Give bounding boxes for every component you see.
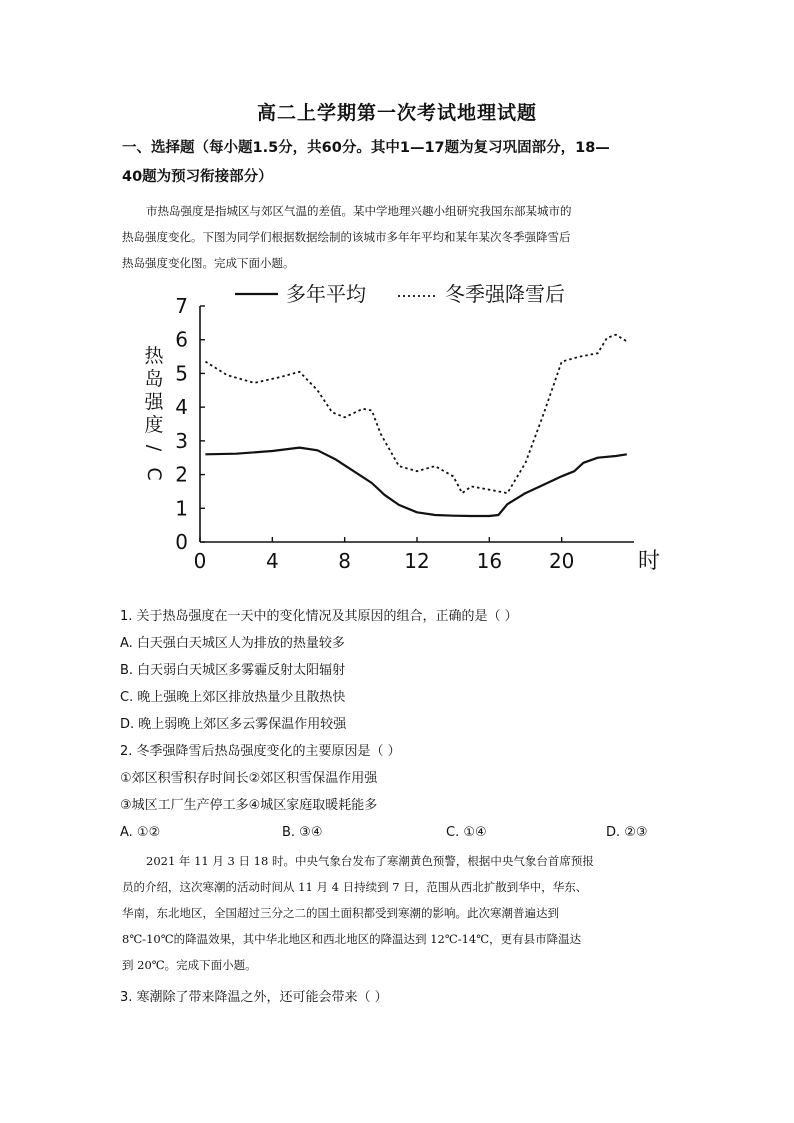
passage-2 bbox=[122, 848, 678, 978]
y-axis-label-char: 热 bbox=[144, 345, 164, 367]
passage-1 bbox=[122, 198, 678, 276]
chart-axes bbox=[143, 294, 660, 574]
y-axis-label bbox=[143, 345, 165, 481]
y-tick-label: 3 bbox=[175, 428, 188, 453]
chart-legend bbox=[235, 282, 565, 306]
x-tick-label: 20 bbox=[548, 549, 575, 573]
y-tick-label: 7 bbox=[175, 294, 188, 318]
section-heading-line1: 一、选择题（每小题1.5分，共60分。其中1—17题为复习巩固部分，18— bbox=[122, 140, 610, 156]
x-tick-label: 12 bbox=[404, 549, 430, 573]
y-tick-label: 4 bbox=[175, 395, 188, 420]
question-2-statements-2: ③城区工厂生产停工多④城区家庭取暖耗能多 bbox=[120, 798, 378, 813]
question-2-option-d[interactable]: D. ②③ bbox=[606, 825, 648, 840]
series-line-average bbox=[205, 448, 626, 516]
legend-label-snow: 冬季强降雪后 bbox=[445, 282, 565, 306]
chart-series bbox=[205, 335, 626, 516]
y-tick-label: 5 bbox=[175, 361, 188, 386]
y-tick-label: 1 bbox=[175, 496, 188, 521]
passage-2-line4: 8℃-10℃的降温效果，其中华北地区和西北地区的降温达到 12℃-14℃，更有县市降温达 bbox=[122, 932, 582, 946]
y-axis-label-char: 度 bbox=[144, 414, 164, 436]
question-1-option-d[interactable]: D. 晚上弱晚上郊区多云雾保温作用较强 bbox=[120, 717, 347, 732]
x-axis-label: 时 bbox=[638, 549, 661, 574]
y-axis-label-char: 岛 bbox=[144, 368, 164, 390]
page-title: 高二上学期第一次考试地理试题 bbox=[256, 102, 537, 124]
passage-2-line5: 到 20℃。完成下面小题。 bbox=[122, 958, 257, 972]
x-tick-label: 4 bbox=[265, 549, 279, 573]
passage-2-line1: 2021 年 11 月 3 日 18 时。中央气象台发布了寒潮黄色预警，根据中央气象台首席预报 bbox=[146, 854, 594, 868]
series-line-snow bbox=[205, 335, 626, 493]
question-2-stem: 2. 冬季强降雪后热岛强度变化的主要原因是（ ） bbox=[120, 744, 401, 759]
question-1-option-a[interactable]: A. 白天强白天城区人为排放的热量较多 bbox=[120, 636, 345, 651]
legend-label-average: 多年平均 bbox=[286, 282, 366, 306]
x-tick-label: 16 bbox=[476, 549, 503, 573]
question-3-stem: 3. 寒潮除了带来降温之外，还可能会带来（ ） bbox=[120, 990, 388, 1005]
section-heading bbox=[122, 134, 682, 192]
y-tick-label: 2 bbox=[175, 462, 188, 487]
heat-island-chart bbox=[140, 280, 680, 580]
x-tick-label: 0 bbox=[193, 549, 207, 573]
question-1-option-b[interactable]: B. 白天弱白天城区多雾霾反射太阳辐射 bbox=[120, 663, 346, 678]
x-tick-label: 8 bbox=[338, 549, 352, 573]
y-axis-label-char: C bbox=[143, 467, 165, 481]
passage-2-line3: 华南，东北地区，全国超过三分之二的国土面积都受到寒潮的影响。此次寒潮普遍达到 bbox=[122, 906, 559, 920]
passage-1-line1: 市热岛强度是指城区与郊区气温的差值。某中学地理兴趣小组研究我国东部某城市的 bbox=[146, 204, 572, 218]
y-axis-label-char: / bbox=[143, 444, 165, 452]
question-2-option-c[interactable]: C. ①④ bbox=[446, 825, 487, 840]
question-1-stem: 1. 关于热岛强度在一天中的变化情况及其原因的组合，正确的是（ ） bbox=[120, 609, 518, 624]
y-axis-label-char: 强 bbox=[144, 391, 164, 413]
question-1-option-c[interactable]: C. 晚上强晚上郊区排放热量少且散热快 bbox=[120, 690, 346, 705]
question-2-statements-1: ①郊区积雪积存时间长②郊区积雪保温作用强 bbox=[120, 771, 378, 786]
question-2-options bbox=[120, 825, 660, 845]
passage-1-line3: 热岛强度变化图。完成下面小题。 bbox=[122, 256, 295, 270]
y-tick-label: 0 bbox=[175, 530, 188, 554]
y-tick-label: 6 bbox=[175, 327, 188, 352]
question-2-option-b[interactable]: B. ③④ bbox=[282, 825, 323, 840]
passage-1-line2: 热岛强度变化。下图为同学们根据数据绘制的该城市多年年平均和某年某次冬季强降雪后 bbox=[122, 230, 571, 244]
passage-2-line2: 员的介绍，这次寒潮的活动时间从 11 月 4 日持续到 7 日，范围从西北扩散到华中，华东、 bbox=[122, 880, 588, 894]
question-2-option-a[interactable]: A. ①② bbox=[120, 825, 161, 840]
section-heading-line2: 40题为预习衔接部分） bbox=[122, 169, 273, 185]
